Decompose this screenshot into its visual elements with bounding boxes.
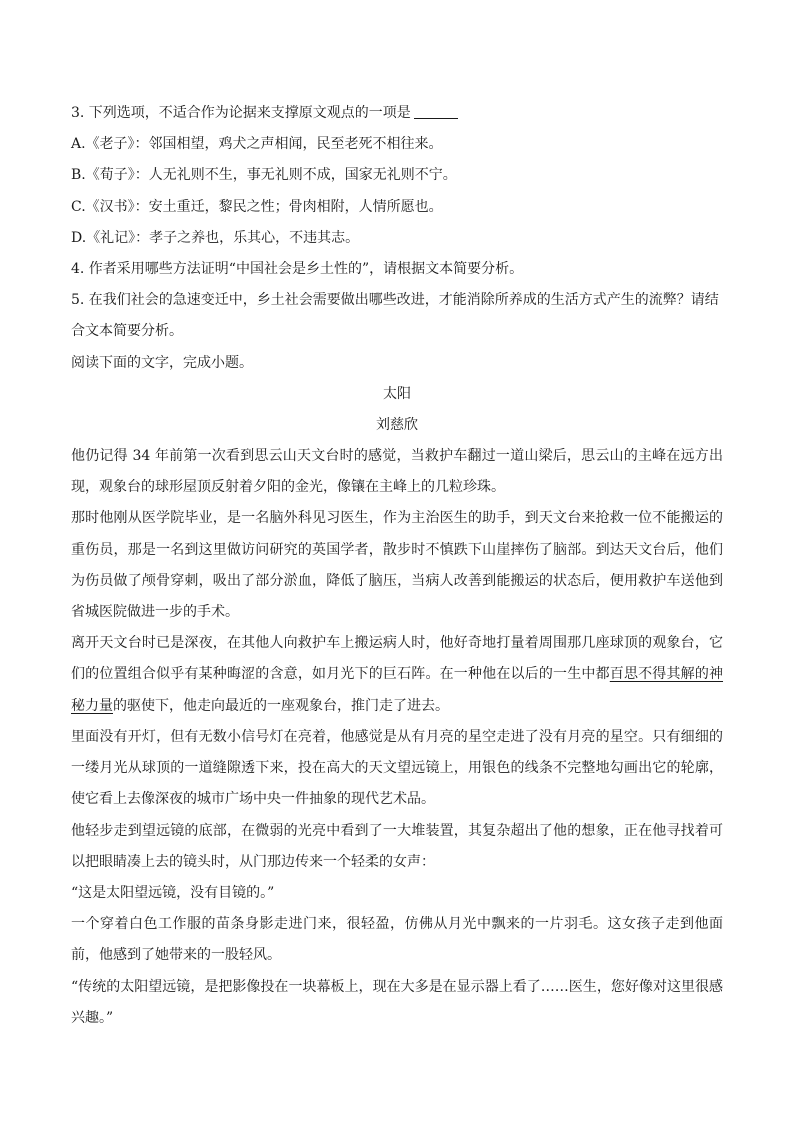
option-b-label: B. xyxy=(71,167,86,184)
story-author: 刘慈欣 xyxy=(376,416,418,433)
question-4: 4. 作者采用哪些方法证明“中国社会是乡土性的”，请根据文本简要分析。 xyxy=(71,260,524,277)
option-a-text: 《老子》：邻国相望，鸡犬之声相闻，民至老死不相往来。 xyxy=(85,136,443,153)
story-paragraph-4: 里面没有开灯，但有无数小信号灯在亮着，他感觉是从有月亮的星空走进了没有月亮的星空。只有细细的一缕月光从球顶的一道缝隙透下来，投在高大的天文望远镜上，用银色的线条不完整地勾画出它的轮廓，使它看上去像深夜的城市广场中央一件抽象的现代艺术品。 xyxy=(71,728,723,808)
story-paragraph-2: 那时他刚从医学院毕业，是一名脑外科见习医生，作为主治医生的助手，到天文台来抢救一位不能搬运的重伤员，那是一名到这里做访问研究的英国学者，散步时不慎跌下山崖摔伤了脑部。到达天文台后，他们为伤员做了颅骨穿刺，吸出了部分淤血，降低了脑压，当病人改善到能搬运的状态后，便用救护车送他到省城医院做进一步的手术。 xyxy=(71,510,723,621)
story-paragraph-6: “这是太阳望远镜，没有目镜的。” xyxy=(71,884,275,901)
option-c-label: C. xyxy=(71,198,86,215)
question-5-line-1: 5. 在我们社会的急速变迁中，乡土社会需要做出哪些改进，才能消除所养成的生活方式产生的流弊？请结 xyxy=(71,292,719,309)
option-c xyxy=(71,192,723,223)
option-b xyxy=(71,160,723,191)
story-paragraph-5: 他轻步走到望远镜的底部，在微弱的光亮中看到了一大堆装置，其复杂超出了他的想象，正在他寻找着可以把眼睛凑上去的镜头时，从门那边传来一个轻柔的女声： xyxy=(71,822,723,870)
paragraph-3-text-before: 离开天文台时已是深夜，在其他人向救护车上搬运病人时，他好奇地打量着周围那几座球顶的观象台，它们的位置组合似乎有某种晦涩的含意，如月光下的巨石阵。在一种他在以后的一生中都 xyxy=(71,635,723,683)
story-title: 太阳 xyxy=(383,385,411,402)
question-3-text: 3. 下列选项，不适合作为论据来支撑原文观点的一项是 xyxy=(71,105,411,121)
question-5-line-2: 合文本简要分析。 xyxy=(71,323,183,340)
question-3-stem xyxy=(71,98,723,129)
option-b-text: 《荀子》：人无礼则不生，事无礼则不成，国家无礼则不宁。 xyxy=(85,167,457,184)
option-d-label: D. xyxy=(71,229,87,246)
story-paragraph-3 xyxy=(71,628,723,722)
paragraph-3-text-after: 的驱使下，他走向最近的一座观象台，推门走了进去。 xyxy=(113,697,449,714)
document-page xyxy=(71,98,723,1034)
option-a xyxy=(71,129,723,160)
option-c-text: 《汉书》：安土重迁，黎民之性；骨肉相附，人情所愿也。 xyxy=(85,198,443,215)
underlined-phrase: 百思不得其解的神秘力量 xyxy=(71,666,724,714)
story-paragraph-1: 他仍记得 34 年前第一次看到思云山天文台时的感觉，当救护车翻过一道山梁后，思云山的主峰在远方出现，观象台的球形屋顶反射着夕阳的金光，像镶在主峰上的几粒珍珠。 xyxy=(71,448,723,496)
answer-blank xyxy=(414,100,458,119)
story-paragraph-7: 一个穿着白色工作服的苗条身影走进门来，很轻盈，仿佛从月光中飘来的一片羽毛。这女孩子走到他面前，他感到了她带来的一股轻风。 xyxy=(71,916,723,964)
reading-instruction: 阅读下面的文字，完成小题。 xyxy=(71,354,253,371)
option-d xyxy=(71,223,723,254)
option-d-text: 《礼记》：孝子之养也，乐其心，不违其志。 xyxy=(86,229,360,246)
option-a-label: A. xyxy=(71,136,86,153)
story-paragraph-8: “传统的太阳望远镜，是把影像投在一块幕板上，现在大多是在显示器上看了……医生，您好像对这里很感兴趣。” xyxy=(71,978,723,1026)
